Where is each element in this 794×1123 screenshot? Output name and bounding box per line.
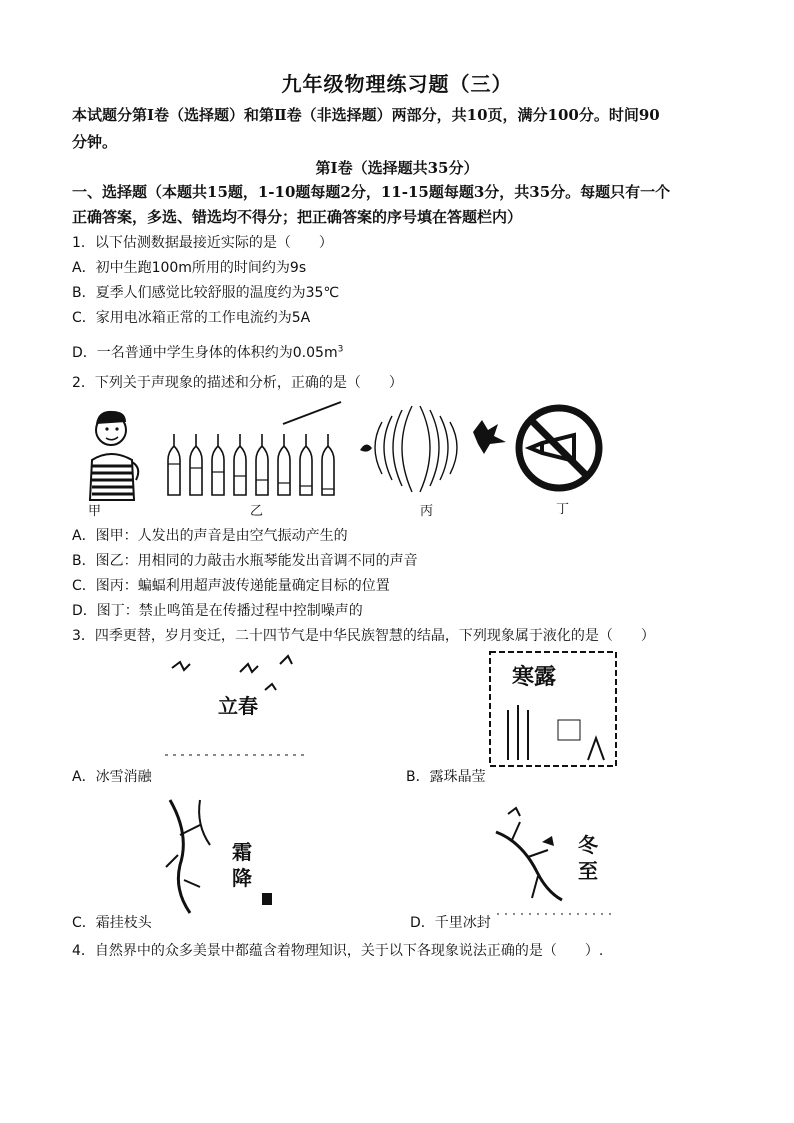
q2-option-d: D．图丁：禁止鸣笛是在传播过程中控制噪声的: [72, 603, 363, 619]
q3-option-c: C．霜挂枝头: [72, 915, 152, 931]
intro-line-2: 分钟。: [72, 133, 118, 151]
picture-lichun: [160, 650, 310, 760]
section1-line-1: 一、选择题（本题共15题，1-10题每题2分，11-15题每题3分，共35分。每题只有一个: [72, 183, 671, 201]
q2-option-b: B．图乙：用相同的力敲击水瓶琴能发出音调不同的声音: [72, 553, 418, 569]
picture-hanlu: [488, 650, 620, 770]
dongzhi-branch-icon: [492, 802, 622, 918]
q1-option-d: [72, 342, 343, 362]
figure-bing-bat: [358, 402, 508, 502]
q2-option-a: A．图甲：人发出的声音是由空气振动产生的: [72, 528, 348, 544]
picture-shuangjiang: [160, 795, 280, 915]
hanlu-stamp: 寒露: [512, 664, 557, 690]
figure-yi-bottles: [165, 400, 345, 500]
q2-option-c: C．图丙：蝙蝠利用超声波传递能量确定目标的位置: [72, 578, 390, 594]
q1-option-a: A．初中生跑100m所用的时间约为9s: [72, 260, 307, 276]
figure-label-jia: 甲: [88, 504, 102, 519]
q3-option-b: B．露珠晶莹: [406, 769, 486, 785]
part1-heading: 第Ⅰ卷（选择题共35分）: [315, 159, 479, 177]
shuangjiang-stamp: 霜降: [232, 840, 252, 890]
q3-option-a: A．冰雪消融: [72, 769, 152, 785]
figure-label-bing: 丙: [420, 504, 434, 519]
intro-line-1: 本试题分第Ⅰ卷（选择题）和第Ⅱ卷（非选择题）两部分，共10页，满分100分。时间90: [72, 106, 660, 124]
picture-dongzhi: [492, 802, 622, 918]
q3-stem: 3．四季更替，岁月变迁，二十四节气是中华民族智慧的结晶，下列现象属于液化的是（ ）: [72, 628, 655, 644]
q4-stem: 4．自然界中的众多美景中都蕴含着物理知识，关于以下各现象说法正确的是（ ）.: [72, 943, 604, 959]
figure-label-ding: 丁: [556, 502, 570, 517]
q1-option-d-text: D．一名普通中学生身体的体积约为0.05m: [72, 345, 338, 361]
q1-option-c: C．家用电冰箱正常的工作电流约为5A: [72, 310, 311, 326]
lichun-stamp: 立春: [218, 694, 258, 718]
q3-option-d: D．千里冰封: [410, 915, 491, 931]
q1-option-b: B．夏季人们感觉比较舒服的温度约为35℃: [72, 285, 340, 301]
figure-ding-no-horn-sign: [512, 402, 606, 494]
page-title: 九年级物理练习题（三）: [281, 72, 513, 96]
shuangjiang-branch-icon: [160, 795, 280, 915]
figure-jia-boy: [78, 402, 150, 502]
q1-option-d-sup: 3: [337, 344, 344, 355]
section1-line-2: 正确答案，多选、错选均不得分；把正确答案的序号填在答题栏内）: [72, 208, 523, 226]
figure-label-yi: 乙: [250, 504, 264, 519]
dongzhi-stamp: 冬至: [578, 833, 598, 883]
q2-stem: 2．下列关于声现象的描述和分析，正确的是（ ）: [72, 375, 403, 391]
q1-stem: 1．以下估测数据最接近实际的是（ ）: [72, 235, 333, 251]
